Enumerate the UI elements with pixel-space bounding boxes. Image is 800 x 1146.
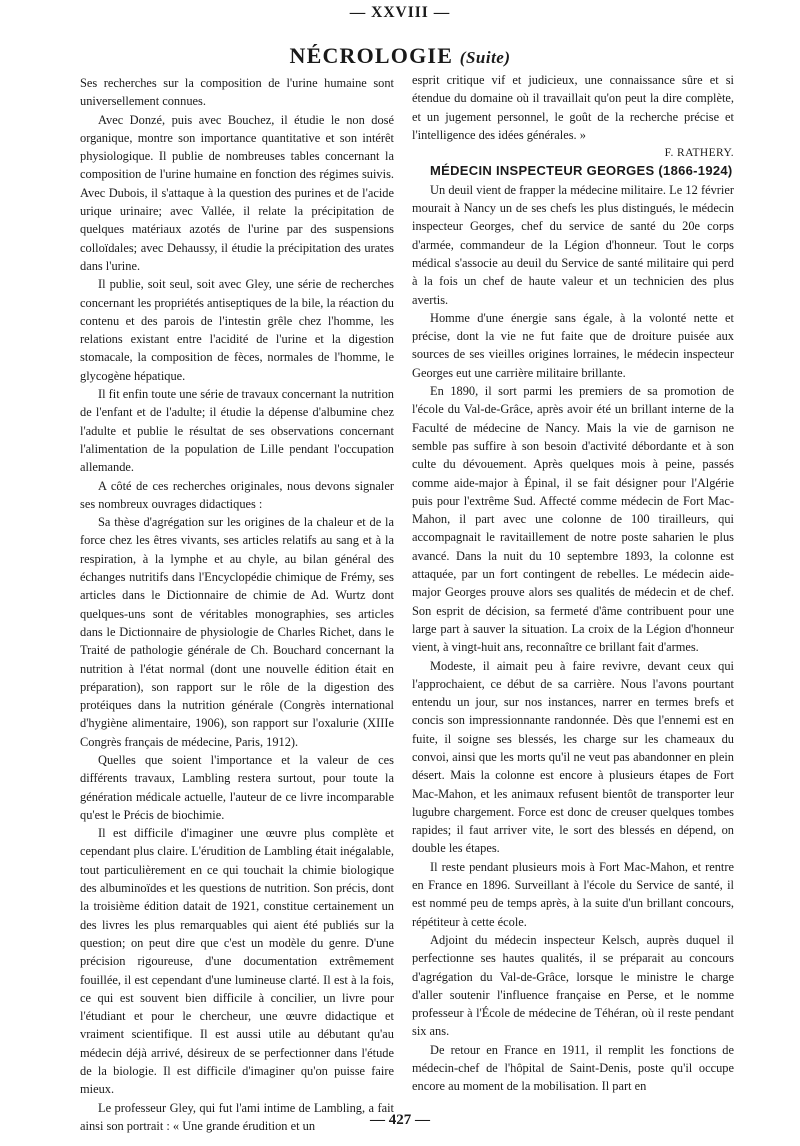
- roman-page-number: — XXVIII —: [349, 4, 451, 21]
- paragraph: Adjoint du médecin inspecteur Kelsch, auprès duquel il perfectionne ses hautes qualités, il se préparait au concours d'agrégation du Val-de-Grâce, lorsque le ministre le charge d'aller soutenir l'influence française en Perse, et le nomme professeur à l'École de médecine de Téhéran, où il reste pendant six ans.: [412, 932, 734, 1039]
- paragraph: Sa thèse d'agrégation sur les origines de la chaleur et de la force chez les êtres vivants, ses articles relatifs au sang et à la respiration, à la lymphe et au chyle, au bilan général des échanges nutritifs dans l'Encyclopédie chimique de Frémy, ses articles dans le Dictionnaire de chimie de Ad. Wurtz dont quelques-uns sont de véritables monographies, ses articles dans le Dictionnaire de physiologie de Charles Richet, dans le Traité de pathologie générale de Ch. Bouchard concernant la nutrition à l'état normal (dont une nouvelle édition était en préparation), son rapport sur le rôle de la digestion des protéiques dans la nutrition générale (Congrès international d'hygiène alimentaire, 1906), son rapport sur l'oxalurie (XIIIe Congrès français de médecine, Paris, 1912).: [80, 515, 394, 749]
- paragraph: Homme d'une énergie sans égale, à la volonté nette et précise, dont la vie ne fut faite que de droiture puisée aux sources de ses vieilles origines lorraines, le médecin inspecteur Georges eut une carrière militaire brillante.: [412, 310, 734, 380]
- paragraph: Modeste, il aimait peu à faire revivre, devant ceux qui l'approchaient, ce début de sa carrière. Nous l'avons pourtant entendu un jour, sur nos instances, narrer en termes brefs et concis son impressionnante randonnée. Dès que l'ennemi est en fuite, il soigne ses blessés, les charge sur les chameaux du convoi, ainsi que les morts qu'il ne veut pas abandonner en plein désert. Mais la colonne est encore à plusieurs étapes de Fort Mac-Mahon, et les animaux refusent bientôt de transporter leur lugubre chargement. Force est donc de creuser quelques tombes rapides; il faut arriver vite, le sort des blessés en dépend, on double les étapes.: [412, 658, 734, 856]
- paragraph: En 1890, il sort parmi les premiers de sa promotion de l'école du Val-de-Grâce, après avoir été un brillant interne de la Faculté de médecine de Nancy. Mais la vie de garnison ne semble pas suffire à son besoin d'activité débordante et à son culte du dévouement. Après quelques mois à peine, passés comme aide-major à Épinal, il se fait désigner pour l'Algérie puis pour l'extrême Sud. Affecté comme médecin de Fort Mac-Mahon, il part avec une colonne de 100 tirailleurs, qui accompagnait le ravitaillement de notre poste saharien le plus avancé. Dans la nuit du 10 septembre 1893, la colonne est attaquée, par un fort contingent de rebelles. Le médecin aide-major Georges prouve alors ses qualités de médecin et de chef. Son esprit de décision, sa fermeté d'âme contribuent pour une large part à sauver la situation. La croix de la Légion d'honneur vient, à vingt-huit ans, reconnaître ce brillant fait d'armes.: [412, 384, 734, 655]
- paragraph: Ses recherches sur la composition de l'urine humaine sont universellement connues.: [80, 76, 394, 109]
- paragraph: A côté de ces recherches originales, nous devons signaler ses nombreux ouvrages didactiques :: [80, 478, 394, 511]
- paragraph: De retour en France en 1911, il remplit les fonctions de médecin-chef de l'hôpital de Saint-Denis, poste qu'il occupe encore au moment de la mobilisation. Il part en: [412, 1042, 734, 1094]
- paragraph: Le professeur Gley, qui fut l'ami intime de Lambling, a fait ainsi son portrait : « Une grande érudition et un: [80, 1100, 394, 1133]
- article-heading: MÉDECIN INSPECTEUR GEORGES (1866-1924): [430, 163, 733, 179]
- paragraph-continuation: esprit critique vif et judicieux, une connaissance sûre et si étendue du domaine où il travaillait qu'on peut la dire complète, et un jugement personnel, le goût de la recherche précise et l'intelligence des idées générales. »: [412, 73, 734, 142]
- section-title-text: NÉCROLOGIE: [289, 43, 454, 68]
- paragraph: Avec Donzé, puis avec Bouchez, il étudie le non dosé organique, montre son importance quantitative et son intérêt physiologique. Il publie de nombreuses tables concernant la composition de l'urine humaine en fonction des régimes suivis. Avec Dubois, il s'attaque à la question des purines et de l'acide urique urinaire; avec Vallée, il relate la précipitation de quelques matériaux azotés de l'urine par des suspensions colloïdales; avec Dehaussy, il étudie la précipitation des urates dans l'urine.: [80, 112, 394, 273]
- section-title: [0, 43, 800, 69]
- section-title-suffix: (Suite): [459, 48, 511, 67]
- right-column: [412, 71, 734, 1096]
- paragraph: Il publie, soit seul, soit avec Gley, une série de recherches concernant les propriétés antiseptiques de la bile, la réaction du contenu et des parois de l'intestin grêle chez l'homme, les relations existant entre l'acidité de l'urine et la digestion stomacale, la composition de fèces, normales de l'homme, le glycogène hépatique.: [80, 277, 394, 383]
- paragraph: Il fit enfin toute une série de travaux concernant la nutrition de l'enfant et de l'adulte; il étudie la dépense d'albumine chez l'adulte et publie le résultat de ses observations concernant l'alimentation de la population de Lille pendant l'occupation allemande.: [80, 387, 394, 475]
- page-number: — 427 —: [370, 1112, 430, 1128]
- left-column: [80, 74, 394, 1135]
- paragraph: Quelles que soient l'importance et la valeur de ces différents travaux, Lambling restera surtout, pour toute la génération médicale actuelle, l'auteur de ce livre incomparable qu'est le Précis de biochimie.: [80, 752, 394, 822]
- paragraph: Il reste pendant plusieurs mois à Fort Mac-Mahon, et rentre en France en 1896. Surveillant à l'école du Service de santé, il est nommé peu de temps après, à la suite d'un brillant concours, répétiteur à cette école.: [412, 859, 734, 929]
- paragraph: Il est difficile d'imaginer une œuvre plus complète et cependant plus claire. L'érudition de Lambling était inégalable, tout particulièrement en ce qui touchait la chimie biologique des albuminoïdes et les questions de nutrition. Son précis, dont la troisième édition datait de 1921, constitue certainement un des livres les plus remarquables qui aient été publiés sur la question; on peut dire que c'est un modèle du genre. D'une précision rigoureuse, d'une documentation extrêmement fouillée, il est cependant d'une lumineuse clarté. Il est à la fois, ce qui est souvent bien difficile à concilier, un livre pour l'étudiant et pour le chercheur, une œuvre didactique et vraiment scientifique. Il est aussi utile au débutant qu'au médecin déjà arrivé, désireux de se perfectionner dans l'étude de la biologie. Il est difficile d'imaginer qu'on puisse faire mieux.: [80, 826, 394, 1097]
- paragraph: Un deuil vient de frapper la médecine militaire. Le 12 février mourait à Nancy un de ses chefs les plus distingués, le médecin inspecteur Georges, chef du service de santé du 20e corps d'armée, commandeur de la Légion d'honneur. Tout le corps médical s'associe au deuil du Service de santé militaire qui perd à la fois un chef de haute valeur et un technicien des plus avertis.: [412, 182, 734, 307]
- author-signature: F. RATHERY.: [664, 147, 734, 160]
